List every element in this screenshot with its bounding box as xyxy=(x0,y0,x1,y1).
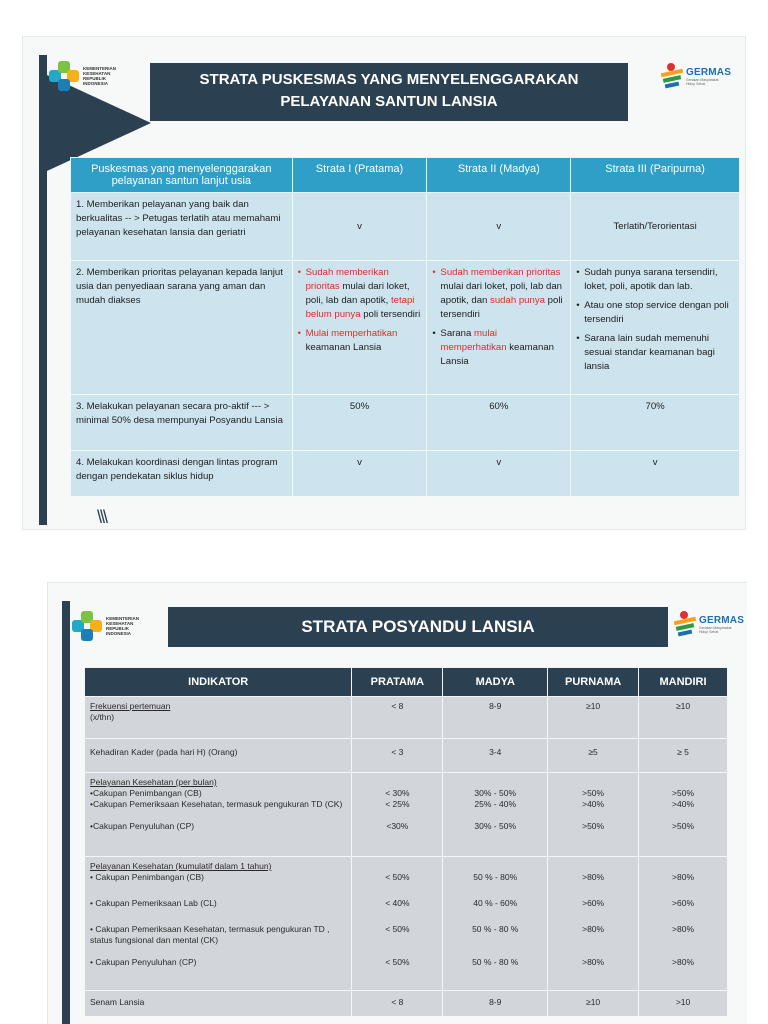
table-cell xyxy=(427,261,571,395)
germas-logo xyxy=(661,63,731,89)
table-cell: >80% >60% >80% >80% xyxy=(548,857,639,991)
table-cell xyxy=(571,261,740,395)
germas-logo-icon xyxy=(674,611,696,637)
table-header-cell: Strata III (Paripurna) xyxy=(571,158,740,193)
table-cell: < 8 xyxy=(352,991,443,1017)
row-label: Kehadiran Kader (pada hari H) (Orang) xyxy=(85,739,352,773)
table-cell: 50 % - 80% 40 % - 60% 50 % - 80 % 50 % - 80 % xyxy=(443,857,548,991)
table-cell: v xyxy=(292,193,427,261)
decorative-slashes: \\\ xyxy=(97,507,107,527)
table-cell: 70% xyxy=(571,395,740,451)
table-cell: Terlatih/Terorientasi xyxy=(571,193,740,261)
bullet-item: • Sudah memberikan prioritas mulai dari loket, poli, lab dan apotik, tetapi belum punya poli tersendiri xyxy=(297,267,421,320)
row-label: 2. Memberikan prioritas pelayanan kepada lanjut usia dan penyediaan sarana yang aman dan mudah diakses xyxy=(71,261,293,395)
table-header-cell: MANDIRI xyxy=(639,668,728,697)
table-header-cell: Strata II (Madya) xyxy=(427,158,571,193)
table-header-row xyxy=(71,158,740,193)
germas-word: GERMAS xyxy=(699,614,745,626)
table-row xyxy=(71,193,740,261)
row-label: Pelayanan Kesehatan (per bulan) •Cakupan Penimbangan (CB) •Cakupan Pemeriksaan Kesehatan, termasuk pengukuran TD (CK) •Cakupan Penyuluhan (CP) xyxy=(85,773,352,857)
bullet-item: • Sudah punya sarana tersendiri, loket, poli, apotik dan lab. xyxy=(576,267,718,292)
table-row xyxy=(85,697,728,739)
table-cell: >10 xyxy=(639,991,728,1017)
table-cell xyxy=(292,261,427,395)
table-cell: < 30% < 25% <30% xyxy=(352,773,443,857)
table-cell: ≥10 xyxy=(548,697,639,739)
kemenkes-logo-icon xyxy=(72,611,102,641)
table-header-cell: PRATAMA xyxy=(352,668,443,697)
row-label: 4. Melakukan koordinasi dengan lintas program dengan pendekatan siklus hidup xyxy=(71,451,293,497)
table-header-cell: INDIKATOR xyxy=(85,668,352,697)
row-label: 1. Memberikan pelayanan yang baik dan berkualitas -- > Petugas terlatih atau memahami pelayanan kesehatan lansia dan geriatri xyxy=(71,193,293,261)
table-cell: 50% xyxy=(292,395,427,451)
table-cell: 30% - 50% 25% - 40% 30% - 50% xyxy=(443,773,548,857)
bullet-item: • Sarana lain sudah memenuhi sesuai standar keamanan bagi lansia xyxy=(576,333,715,372)
kemenkes-logo-icon xyxy=(49,61,79,91)
table-cell: < 50% < 40% < 50% < 50% xyxy=(352,857,443,991)
germas-logo-icon xyxy=(661,63,683,89)
table-cell: v xyxy=(571,451,740,497)
table-cell: 8-9 xyxy=(443,697,548,739)
germas-subtitle: Gerakan Masyarakat Hidup Sehat xyxy=(686,77,719,86)
table-header-cell: PURNAMA xyxy=(548,668,639,697)
kemenkes-logo-text: KEMENTERIAN KESEHATAN REPUBLIK INDONESIA xyxy=(106,616,140,636)
table-cell: ≥10 xyxy=(639,697,728,739)
table-cell: < 3 xyxy=(352,739,443,773)
side-accent-bar xyxy=(39,55,47,525)
slide-title-line-2: PELAYANAN SANTUN LANSIA xyxy=(280,93,498,110)
slide-strata-posyandu xyxy=(47,582,747,1024)
row-label: Frekuensi pertemuan (x/thn) xyxy=(85,697,352,739)
table-header-cell: Strata I (Pratama) xyxy=(292,158,427,193)
table-cell: ≥ 5 xyxy=(639,739,728,773)
slide-title-line-1: STRATA PUSKESMAS YANG MENYELENGGARAKAN xyxy=(199,71,579,88)
germas-word: GERMAS xyxy=(686,66,732,78)
table-row xyxy=(71,451,740,497)
bullet-item: • Sudah memberikan prioritas mulai dari loket, poli, lab dan apotik, dan sudah punya poli tersendiri xyxy=(432,267,563,320)
table-row xyxy=(85,773,728,857)
table-cell: v xyxy=(427,193,571,261)
table-cell: >50% >40% >50% xyxy=(548,773,639,857)
table-row xyxy=(71,395,740,451)
strata-puskesmas-table xyxy=(70,157,740,497)
table-cell: v xyxy=(427,451,571,497)
table-row xyxy=(71,261,740,395)
bullet-item: • Mulai memperhatikan keamanan Lansia xyxy=(297,328,398,353)
table-header-cell: MADYA xyxy=(443,668,548,697)
germas-subtitle: Gerakan Masyarakat Hidup Sehat xyxy=(699,625,732,634)
strata-posyandu-table xyxy=(84,667,728,1017)
slide-title xyxy=(150,63,628,121)
table-header-row xyxy=(85,668,728,697)
row-label: Senam Lansia xyxy=(85,991,352,1017)
slide-title: STRATA POSYANDU LANSIA xyxy=(168,607,668,647)
table-cell: 60% xyxy=(427,395,571,451)
kemenkes-logo xyxy=(72,611,146,641)
slide-strata-puskesmas xyxy=(22,36,746,530)
row-label: Pelayanan Kesehatan (kumulatif dalam 1 tahun) • Cakupan Penimbangan (CB) • Cakupan Pemeriksaan Lab (CL) • Cakupan Pemeriksaan Kesehatan, termasuk pengukuran TD , status fungsional dan mental (CK) • Cakupan Penyuluhan (CP) xyxy=(85,857,352,991)
table-cell: ≥10 xyxy=(548,991,639,1017)
row-label: 3. Melakukan pelayanan secara pro-aktif --- > minimal 50% desa mempunyai Posyandu Lansia xyxy=(71,395,293,451)
table-header-cell: Puskesmas yang menyelenggarakan pelayanan santun lanjut usia xyxy=(71,158,293,193)
table-cell: >80% >60% >80% >80% xyxy=(639,857,728,991)
table-row xyxy=(85,739,728,773)
kemenkes-logo xyxy=(49,61,123,91)
germas-logo xyxy=(674,611,744,637)
table-cell: < 8 xyxy=(352,697,443,739)
table-row xyxy=(85,991,728,1017)
kemenkes-logo-text: KEMENTERIAN KESEHATAN REPUBLIK INDONESIA xyxy=(83,66,117,86)
table-row xyxy=(85,857,728,991)
table-cell: 3-4 xyxy=(443,739,548,773)
bullet-item: • Atau one stop service dengan poli tersendiri xyxy=(576,300,729,325)
side-accent-bar xyxy=(62,601,70,1024)
table-cell: v xyxy=(292,451,427,497)
table-cell: ≥5 xyxy=(548,739,639,773)
table-cell: >50% >40% >50% xyxy=(639,773,728,857)
table-cell: 8-9 xyxy=(443,991,548,1017)
bullet-item: • Sarana mulai memperhatikan keamanan Lansia xyxy=(432,328,555,367)
